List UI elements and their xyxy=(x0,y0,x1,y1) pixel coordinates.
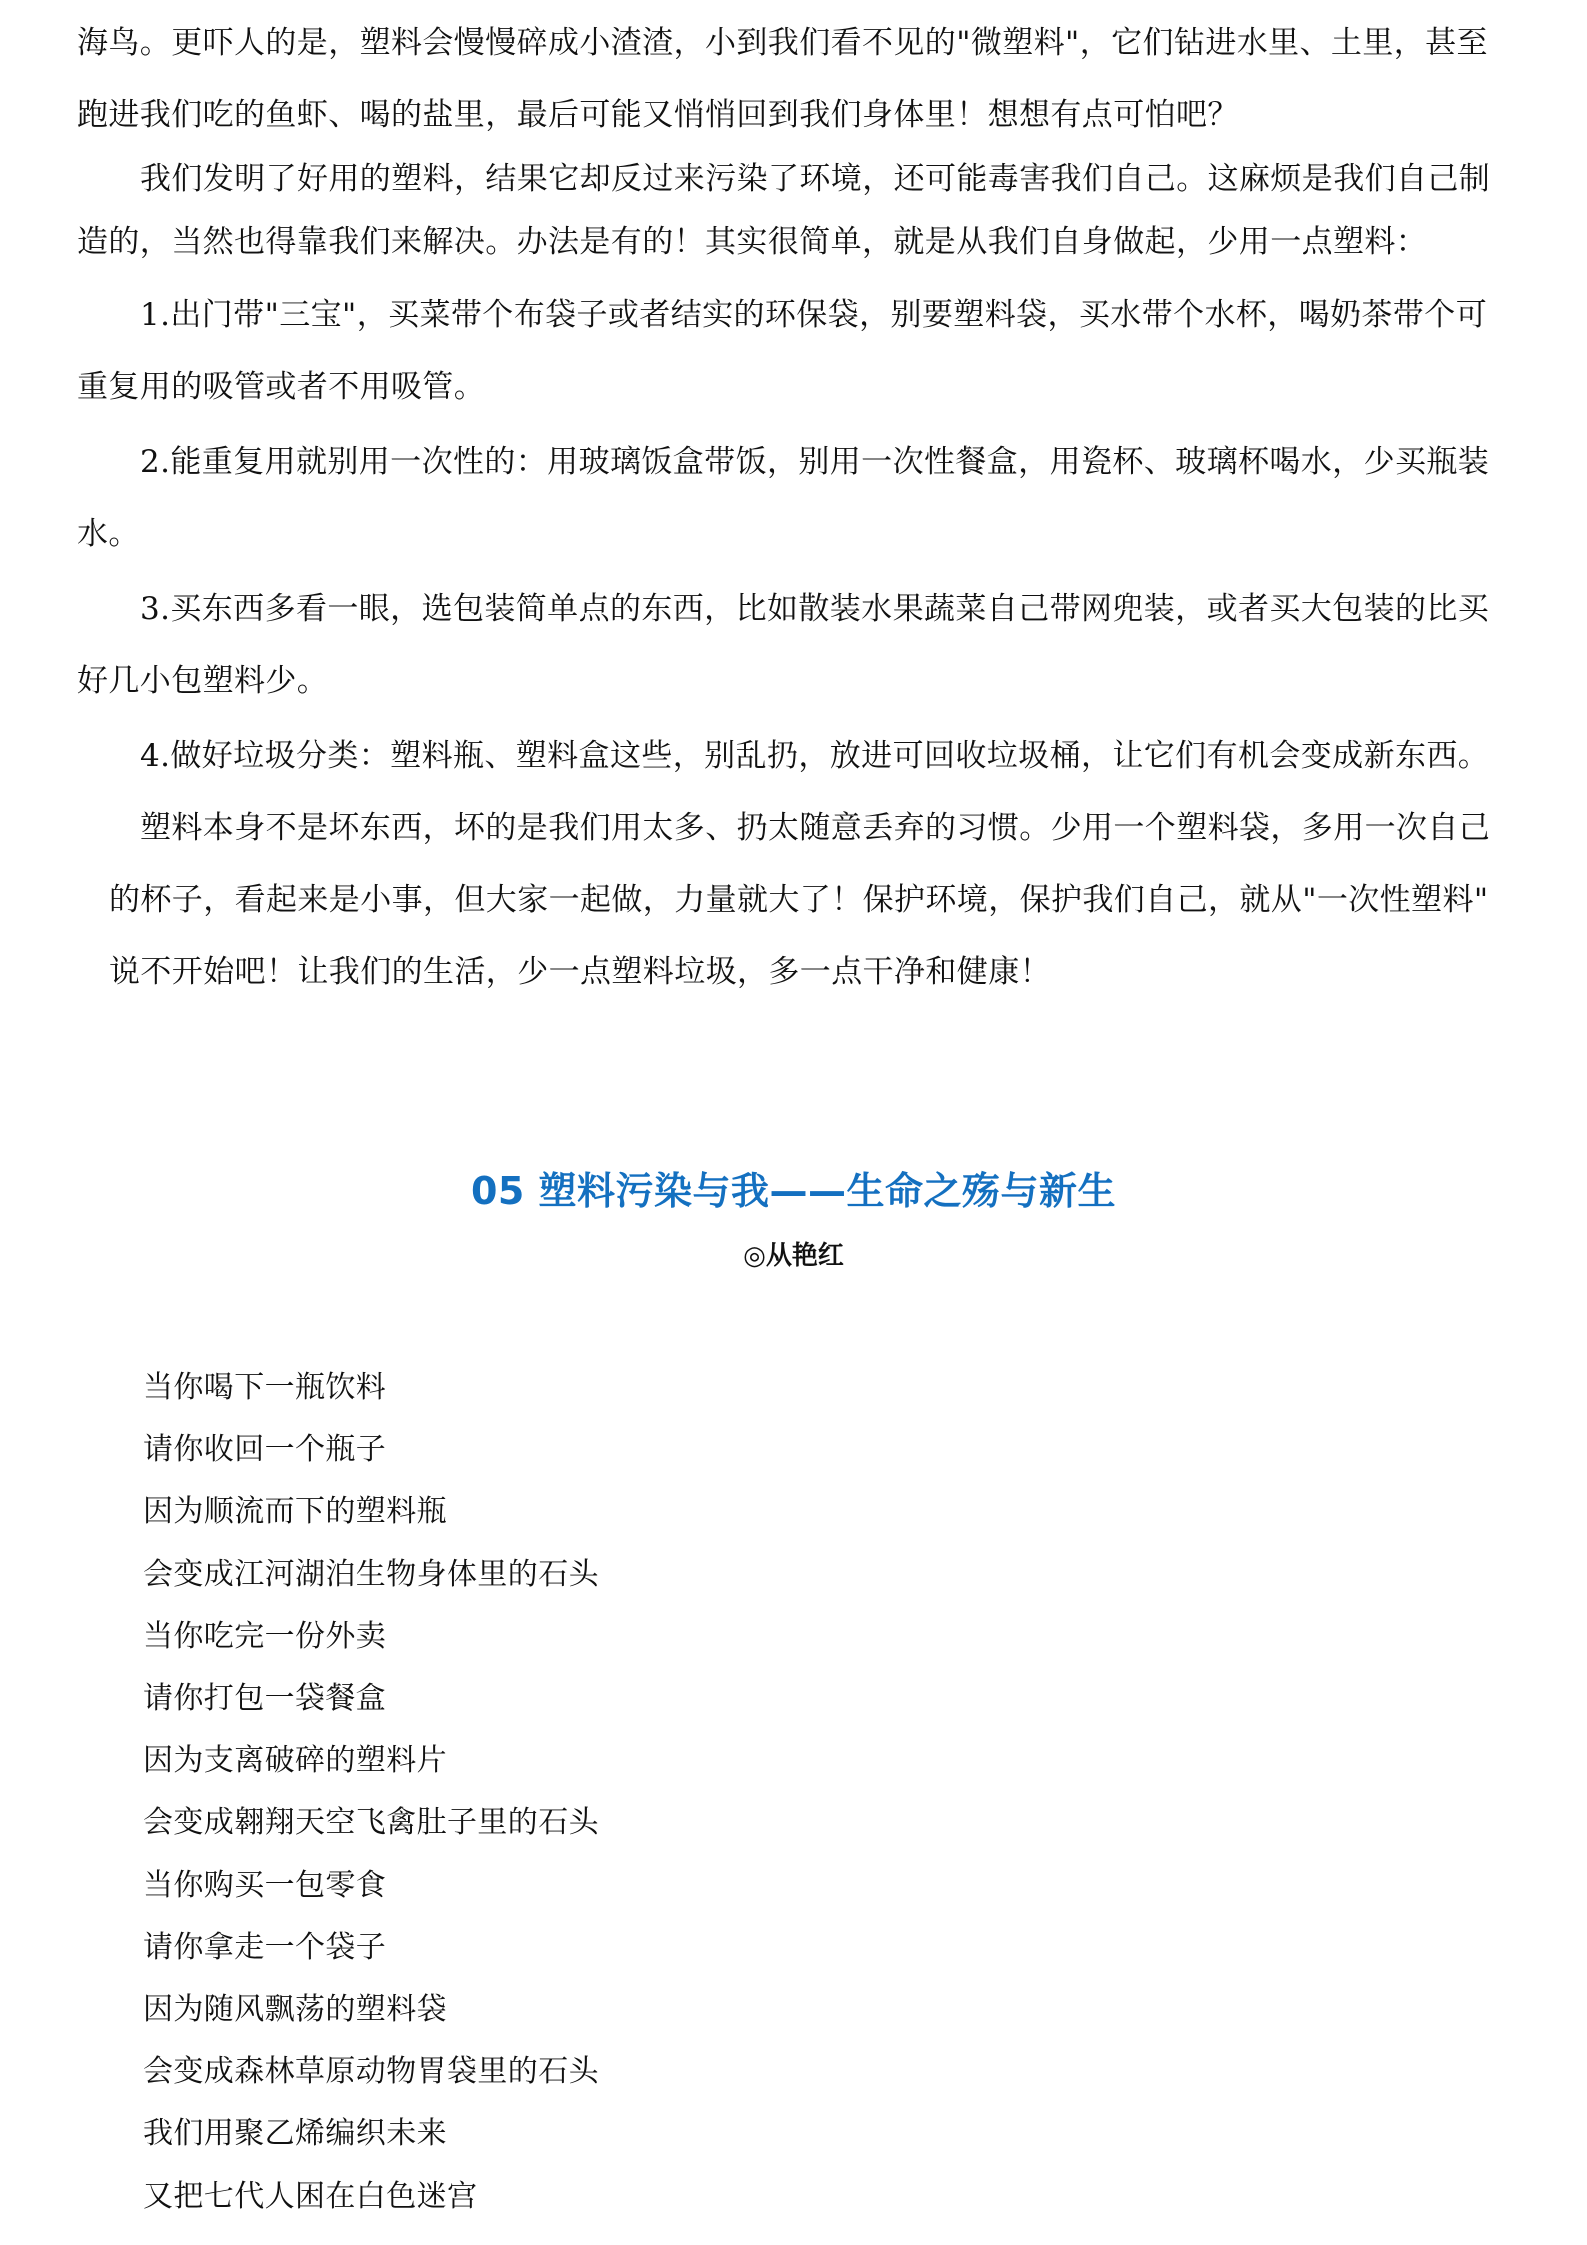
poem-line: 当你吃完一份外卖 xyxy=(143,1619,387,1654)
paragraph-line: 造的，当然也得靠我们来解决。办法是有的！其实很简单，就是从我们自身做起，少用一点塑料： xyxy=(77,224,1428,260)
list-item-line: 3.买东西多看一眼，选包装简单点的东西，比如散装水果蔬菜自己带网兜装，或者买大包装的比买 xyxy=(140,591,1490,627)
poem-line: 请你打包一袋餐盒 xyxy=(143,1681,387,1716)
paragraph-line: 说不开始吧！让我们的生活，少一点塑料垃圾，多一点干净和健康！ xyxy=(109,954,1051,990)
list-item-line: 2.能重复用就别用一次性的：用玻璃饭盒带饭，别用一次性餐盒，用瓷杯、玻璃杯喝水，少买瓶装 xyxy=(140,444,1490,480)
paragraph-line: 塑料本身不是坏东西，坏的是我们用太多、扔太随意丢弃的习惯。少用一个塑料袋，多用一次自己 xyxy=(140,810,1491,846)
poem-line: 会变成江河湖泊生物身体里的石头 xyxy=(143,1557,599,1592)
poem-line: 因为支离破碎的塑料片 xyxy=(143,1743,447,1778)
poem-line: 我们用聚乙烯编织未来 xyxy=(143,2116,447,2151)
poem-line: 请你拿走一个袋子 xyxy=(143,1930,387,1965)
poem-line: 又把七代人困在白色迷宫 xyxy=(143,2179,478,2214)
list-item-line: 1.出门带"三宝"，买菜带个布袋子或者结实的环保袋，别要塑料袋，买水带个水杯，喝奶茶带个可 xyxy=(140,297,1488,333)
paragraph-line: 我们发明了好用的塑料，结果它却反过来污染了环境，还可能毒害我们自己。这麻烦是我们自己制 xyxy=(140,161,1491,197)
paragraph-line: 的杯子，看起来是小事，但大家一起做，力量就大了！保护环境，保护我们自己，就从"一次性塑料" xyxy=(109,882,1489,918)
poem-line: 会变成翱翔天空飞禽肚子里的石头 xyxy=(143,1805,599,1840)
poem-line: 会变成森林草原动物胃袋里的石头 xyxy=(143,2054,599,2089)
section-title: 05 塑料污染与我——生命之殇与新生 xyxy=(470,1169,1117,1213)
poem-line: 请你收回一个瓶子 xyxy=(143,1432,387,1467)
list-item-line: 好几小包塑料少。 xyxy=(77,663,329,699)
poem-line: 因为随风飘荡的塑料袋 xyxy=(143,1992,447,2027)
poem-line: 当你喝下一瓶饮料 xyxy=(143,1370,387,1405)
paragraph-line: 海鸟。更吓人的是，塑料会慢慢碎成小渣渣，小到我们看不见的"微塑料"，它们钻进水里、土里，甚至 xyxy=(77,25,1488,61)
author-byline: ◎从艳红 xyxy=(743,1241,844,1271)
poem-line: 因为顺流而下的塑料瓶 xyxy=(143,1494,447,1529)
poem-line: 当你购买一包零食 xyxy=(143,1868,387,1903)
list-item-line: 水。 xyxy=(77,516,140,552)
paragraph-line: 跑进我们吃的鱼虾、喝的盐里，最后可能又悄悄回到我们身体里！想想有点可怕吧？ xyxy=(77,97,1239,133)
list-item-line: 4.做好垃圾分类：塑料瓶、塑料盒这些，别乱扔，放进可回收垃圾桶，让它们有机会变成新东西。 xyxy=(140,738,1490,774)
list-item-line: 重复用的吸管或者不用吸管。 xyxy=(77,369,486,405)
